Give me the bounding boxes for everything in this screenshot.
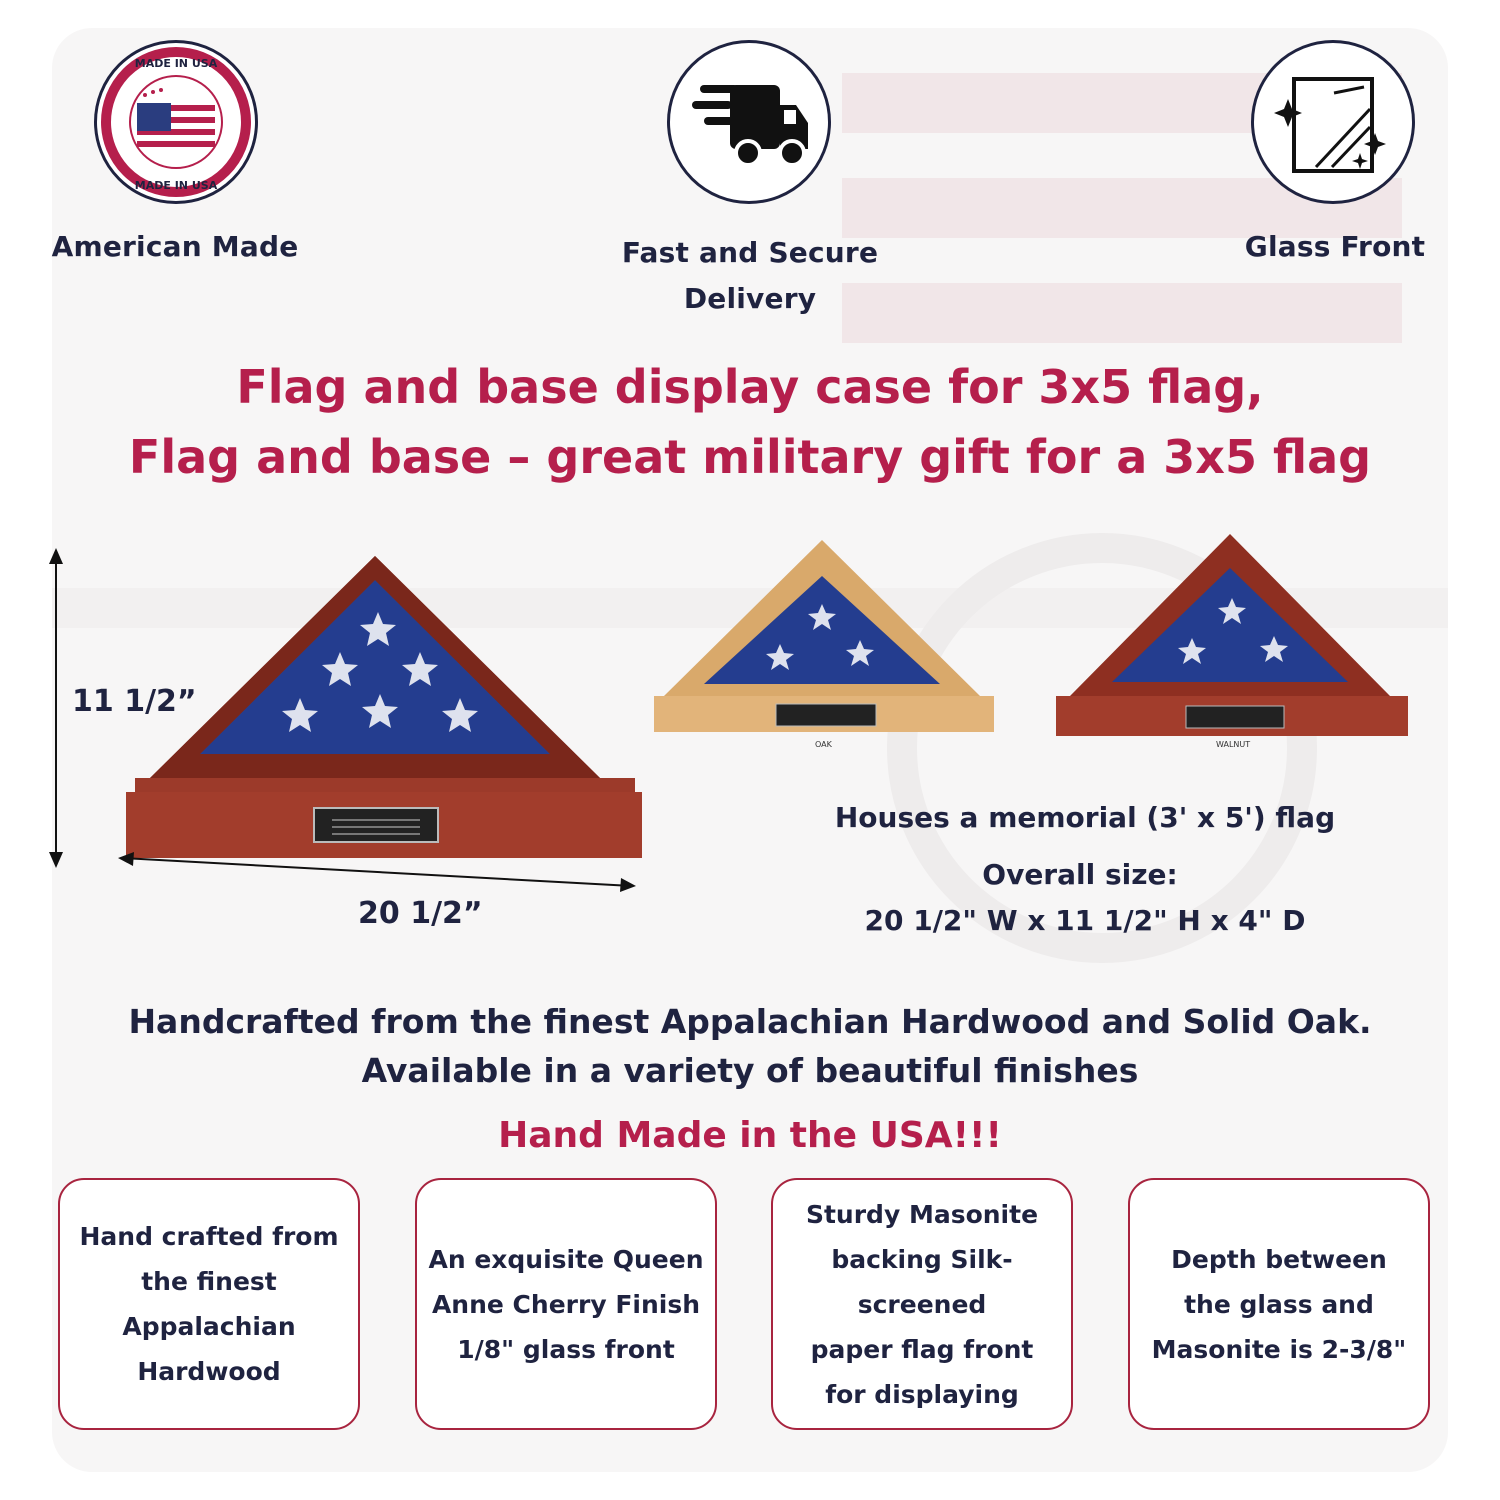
- walnut-case-illustration: [1052, 532, 1412, 740]
- american-made-badge: [94, 40, 258, 204]
- description-line-2: Available in a variety of beautiful finishes: [361, 1051, 1139, 1090]
- delivery-truck-icon: [670, 43, 828, 201]
- cherry-case-illustration: [40, 540, 660, 900]
- feature-card-depth: [1128, 1178, 1430, 1430]
- feature-card-cherry-finish: [415, 1178, 717, 1430]
- overall-size-title: Overall size:: [982, 858, 1178, 891]
- feature-card-text: Hand crafted from the finest Appalachian Hardwood: [79, 1222, 339, 1386]
- walnut-caption: WALNUT: [1216, 740, 1251, 749]
- tagline: Hand Made in the USA!!!: [498, 1115, 1002, 1156]
- headline-line-2: Flag and base – great military gift for a 3x5 flag: [128, 430, 1372, 484]
- badge-top-text: MADE IN USA: [134, 57, 218, 70]
- feature-label-glass-front: Glass Front: [1244, 230, 1426, 263]
- feature-label-american-made: American Made: [51, 230, 299, 263]
- made-in-usa-badge-icon: [97, 43, 255, 201]
- oak-case-illustration: [650, 536, 1000, 736]
- glass-pane-icon: [1254, 43, 1412, 201]
- feature-card-text: Sturdy Masonite backing Silk-screened paper flag front for displaying: [805, 1199, 1039, 1409]
- feature-card-text: An exquisite Queen Anne Cherry Finish 1/8" glass front: [428, 1244, 704, 1364]
- delivery-badge: [667, 40, 831, 204]
- feature-label-delivery: Fast and Secure Delivery: [621, 236, 879, 315]
- feature-card-text: Depth between the glass and Masonite is 2-3/8": [1151, 1244, 1407, 1364]
- height-dimension-label: 11 1/2”: [72, 684, 197, 719]
- width-dimension-label: 20 1/2”: [358, 896, 483, 931]
- badge-bottom-text: MADE IN USA: [134, 179, 218, 192]
- overall-size-value: 20 1/2" W x 11 1/2" H x 4" D: [864, 904, 1306, 937]
- feature-card-masonite: [771, 1178, 1073, 1430]
- houses-flag-text: Houses a memorial (3' x 5') flag: [834, 801, 1336, 834]
- glass-front-badge: [1251, 40, 1415, 204]
- description-line-1: Handcrafted from the finest Appalachian Hardwood and Solid Oak.: [128, 1002, 1372, 1041]
- feature-card-hardwood: [58, 1178, 360, 1430]
- headline-line-1: Flag and base display case for 3x5 flag,: [236, 360, 1264, 414]
- oak-caption: OAK: [815, 740, 832, 749]
